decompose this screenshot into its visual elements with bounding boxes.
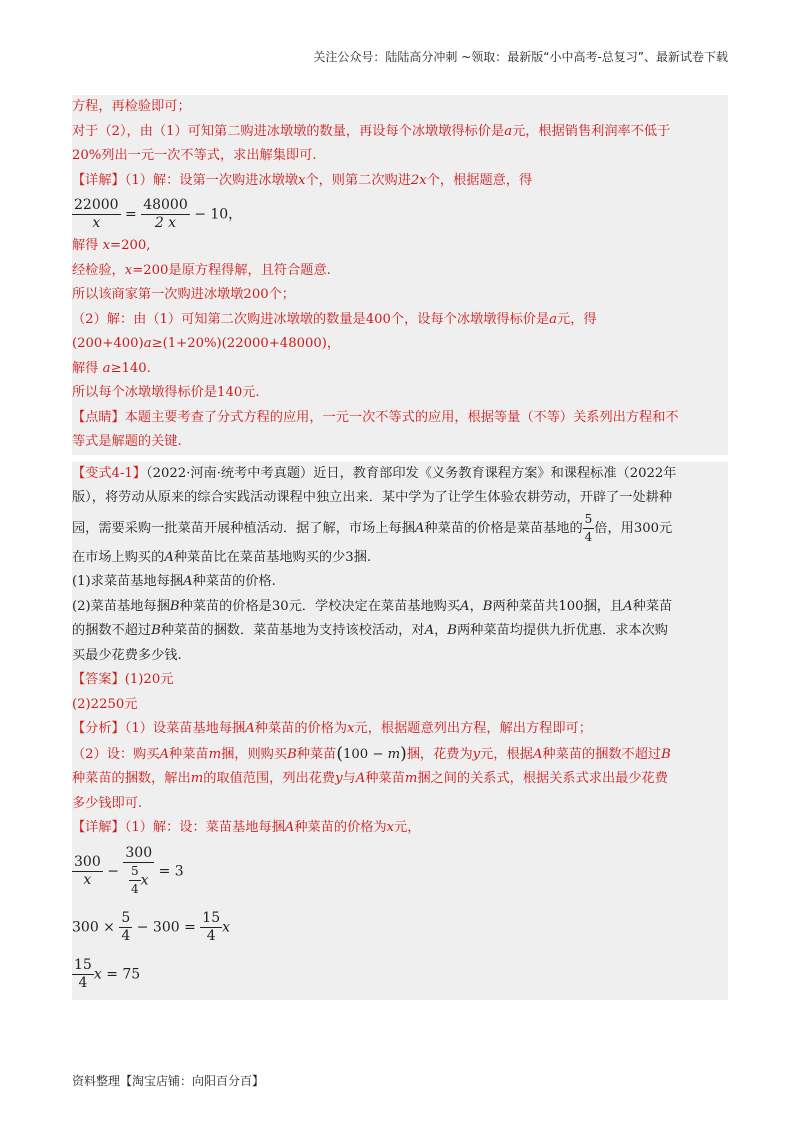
fraction: $\frac{22000}{x}$ — [74, 197, 119, 231]
answer-label: 【答案】 — [72, 672, 125, 687]
analysis-line: 对于（2），由（1）可知第二购进冰墩墩的数量，再设每个冰墩墩得标价是a元，根据销售利润率不低于 — [72, 123, 671, 139]
question-line: (1)求菜苗基地每捆A种菜苗的价格. — [72, 574, 276, 589]
fraction: 300 $\frac{5}{4}$ x — [125, 844, 153, 896]
page-footer: 资料整理【淘宝店铺：向阳百分百】 — [72, 1074, 265, 1088]
analysis-line: 种菜苗的捆数，解出m的取值范围，列出花费y与A种菜苗m捆之间的关系式，根据关系式求出最少花费 — [72, 771, 668, 786]
result-line: 解得 x=200, — [72, 238, 151, 253]
result-line: （2）解：由（1）可知第二次购进冰墩墩的数量是400个，设每个冰墩墩得标价是a元，得 — [72, 311, 597, 327]
result-line: 经检验，x=200是原方程得解，且符合题意. — [72, 262, 331, 278]
detail-line: 【详解】（1）解：设第一次购进冰墩墩x个，则第二次购进2x个，根据题意，得 — [72, 172, 533, 188]
question-line: 版），将劳动从原来的综合实践活动课程中独立出来．某中学为了让学生体验农耕劳动，开辟了一处耕种 — [72, 490, 673, 505]
fraction: $\frac{48000}{2 x}$ — [143, 197, 188, 231]
fraction: $\frac{15}{4}$ — [202, 909, 221, 944]
question-line: 在市场上购买的A种菜苗比在菜苗基地购买的少3捆. — [72, 549, 372, 565]
detail-label: 【详解】 — [72, 172, 125, 188]
detail-line: 【详解】（1）解：设：菜苗基地每捆A种菜苗的价格为x元， — [72, 820, 421, 835]
answer-line: 【答案】(1)20元 — [72, 672, 174, 687]
analysis-line: 多少钱即可. — [72, 795, 143, 811]
equation-fraction: $\frac{22000}{x}$ = $\frac{48000}{2 x}$ − 10， — [74, 197, 243, 231]
analysis-label: 【分析】 — [72, 721, 125, 736]
result-line: (200+400)a≥(1+20%)(22000+48000)， — [72, 336, 341, 351]
variant-label: 【变式4-1】 — [72, 465, 146, 481]
analysis-line: （2）设：购买A种菜苗m捆，则购买B种菜苗(100 − m)捆，花费为y元，根据A种菜苗的捆数不超过B — [72, 743, 671, 764]
page-header: 关注公众号：陆陆高分冲刺 ~领取：最新版“小中高考-总复习”、最新试卷下载 — [313, 50, 728, 64]
equation-2: 300 × $\frac{5}{4}$ − 300 = $\frac{15}{4}$ x — [72, 909, 231, 944]
fraction: $\frac{5}{4}$ — [121, 909, 131, 944]
analysis-line: 20%列出一元一次不等式，求出解集即可. — [72, 148, 317, 163]
equation-1: $\frac{300}{x}$ − 300 $\frac{5}{4}$ x = 3 — [74, 844, 184, 896]
fraction: $\frac{15}{4}$ — [74, 956, 92, 991]
question-line: 买最少花费多少钱. — [72, 647, 182, 663]
solution-block-1 — [72, 95, 728, 455]
fraction: $\frac{300}{x}$ — [74, 853, 101, 888]
comment-label: 【点睛】 — [72, 409, 125, 425]
result-line: 所以每个冰墩墩得标价是140元. — [72, 385, 260, 400]
question-line: 园，需要采购一批菜苗开展种植活动．据了解，市场上每捆A种菜苗的价格是菜苗基地的 $\frac{5}{4}$ 倍，用300元 — [72, 511, 673, 544]
question-line: 的捆数不超过B种菜苗的捆数．菜苗基地为支持该校活动，对A，B两种菜苗均提供九折优惠．求本次购 — [72, 623, 668, 638]
inline-formula: (100 − m) — [336, 743, 407, 764]
analysis-line: 【分析】（1）设菜苗基地每捆A种菜苗的价格为x元，根据题意列出方程，解出方程即可； — [72, 721, 592, 736]
question-block — [72, 462, 728, 1000]
detail-label: 【详解】 — [72, 820, 125, 835]
analysis-line: 方程，再检验即可； — [72, 99, 191, 114]
result-line: 所以该商家第一次购进冰墩墩200个； — [72, 287, 295, 302]
result-line: 解得 a≥140. — [72, 360, 151, 376]
equation-3: $\frac{15}{4}$ x = 75 — [74, 956, 141, 991]
nested-fraction: $\frac{5}{4}$ — [130, 863, 139, 896]
comment-line: 等式是解题的关键. — [72, 434, 182, 449]
answer-line: (2)2250元 — [72, 696, 138, 712]
comment-line: 【点睛】本题主要考查了分式方程的应用，一元一次不等式的应用，根据等量（不等）关系列出方程和不 — [72, 409, 679, 425]
fraction: $\frac{5}{4}$ — [584, 511, 593, 544]
question-line: (2)菜苗基地每捆B种菜苗的价格是30元．学校决定在菜苗基地购买A，B两种菜苗共100捆，且A种菜苗 — [72, 598, 673, 614]
page-body — [72, 95, 728, 1000]
question-line: 【变式4-1】（2022·河南·统考中考真题）近日，教育部印发《义务教育课程方案》和课程标准（2022年 — [72, 465, 677, 481]
